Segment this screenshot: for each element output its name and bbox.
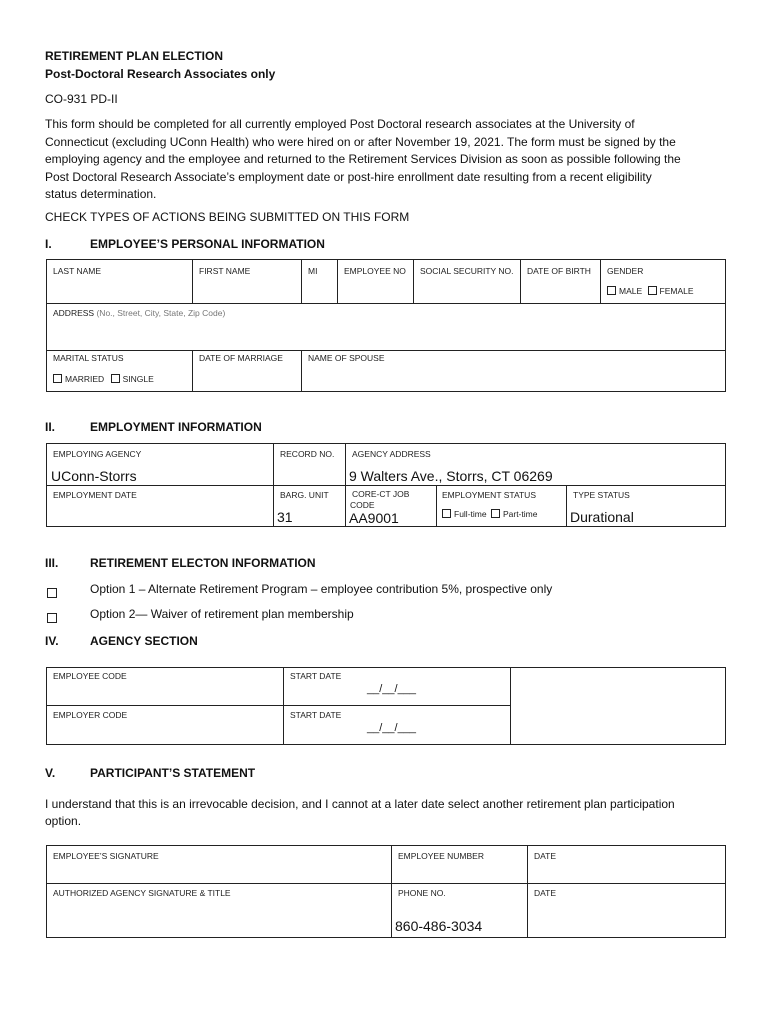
gender-options [607,286,694,296]
col-divider [192,350,193,392]
section-number: III. [45,556,59,570]
address-hint: (No., Street, City, State, Zip Code) [96,308,226,318]
core-ct-label-line: CORE-CT JOB [352,489,410,499]
date-field[interactable]: DATE [534,851,557,861]
option1-label: Option 1 – Alternate Retirement Program – employee contribution 5%, prospective only [90,582,553,596]
employer-code-field[interactable]: EMPLOYER CODE [53,710,128,720]
row-divider [46,303,726,304]
married-checkbox[interactable] [53,374,62,383]
authorized-signature-field[interactable]: AUTHORIZED AGENCY SIGNATURE & TITLE [53,888,231,898]
core-ct-label [352,489,409,511]
core-ct-value[interactable]: AA9001 [349,510,399,526]
full-time-label: Full-time [454,509,487,519]
date-of-marriage-field[interactable]: DATE OF MARRIAGE [199,353,283,363]
record-no-field[interactable]: RECORD NO. [280,449,335,459]
col-divider [337,259,338,303]
form-subtitle: Post-Doctoral Research Associates only [45,67,276,81]
col-divider [413,259,414,303]
option2-checkbox[interactable] [47,610,57,628]
first-name-field[interactable]: FIRST NAME [199,266,251,276]
col-divider [273,443,274,527]
intro-line: status determination. [45,187,157,201]
section-title: PARTICIPANT’S STATEMENT [90,766,256,780]
date-field[interactable]: DATE [534,888,557,898]
start-date-label: START DATE [290,710,342,720]
col-divider [520,259,521,303]
start-date-input[interactable]: __/__/___ [367,722,416,734]
mi-field[interactable]: MI [308,266,318,276]
col-divider [510,667,511,745]
row-divider [46,705,510,706]
option2-label: Option 2— Waiver of retirement plan membership [90,607,354,621]
intro-line: Connecticut (excluding UConn Health) who were hired on or after November 19, 2021. The form must be signed by the [45,134,676,149]
intro-line: This form should be completed for all currently employed Post Doctoral research associates at the University of [45,117,635,131]
name-of-spouse-field[interactable]: NAME OF SPOUSE [308,353,385,363]
col-divider [301,259,302,303]
row-divider [46,350,726,351]
employee-code-field[interactable]: EMPLOYEE CODE [53,671,127,681]
col-divider [283,667,284,745]
personal-info-table [46,259,726,392]
address-field[interactable] [53,308,225,318]
employee-signature-field[interactable]: EMPLOYEE’S SIGNATURE [53,851,159,861]
option1-checkbox[interactable] [47,585,57,603]
section-title: EMPLOYEE’S PERSONAL INFORMATION [90,237,325,251]
form-code: CO-931 PD-II [45,92,118,106]
form-title: RETIREMENT PLAN ELECTION [45,49,224,63]
col-divider [301,350,302,392]
type-status-value[interactable]: Durational [570,509,634,525]
employment-status-options [442,509,537,519]
marital-options [53,374,154,384]
start-date-label: START DATE [290,671,342,681]
employee-number-field[interactable]: EMPLOYEE NUMBER [398,851,484,861]
row-divider [46,883,726,884]
female-checkbox[interactable] [648,286,657,295]
barg-unit-value[interactable]: 31 [277,509,293,525]
dob-field[interactable]: DATE OF BIRTH [527,266,591,276]
female-label: FEMALE [659,286,694,296]
type-status-label: TYPE STATUS [573,490,630,500]
employment-date-field[interactable]: EMPLOYMENT DATE [53,490,137,500]
col-divider [345,443,346,527]
address-label: ADDRESS [53,308,95,318]
col-divider [192,259,193,303]
employee-no-field[interactable]: EMPLOYEE NO [344,266,406,276]
statement-line: option. [45,814,82,828]
check-types-heading: CHECK TYPES OF ACTIONS BEING SUBMITTED ON THIS FORM [45,210,410,224]
section-title: EMPLOYMENT INFORMATION [90,420,262,434]
start-date-input[interactable]: __/__/___ [367,683,416,695]
ssn-field[interactable]: SOCIAL SECURITY NO. [420,266,514,276]
section-number: IV. [45,634,59,648]
employing-agency-label: EMPLOYING AGENCY [53,449,142,459]
col-divider [566,485,567,527]
row-divider [46,485,726,486]
agency-address-label: AGENCY ADDRESS [352,449,431,459]
section-number: V. [45,766,56,780]
col-divider [600,259,601,303]
core-ct-label-line: CODE [350,500,375,510]
intro-line: employing agency and the employee and returned to the Retirement Services Division as soon as possible following the [45,152,681,166]
single-label: SINGLE [122,374,154,384]
married-label: MARRIED [65,374,105,384]
section-number: II. [45,420,56,434]
phone-no-value[interactable]: 860-486-3034 [395,918,483,934]
col-divider [391,845,392,938]
col-divider [436,485,437,527]
male-label: MALE [619,286,643,296]
section-number: I. [45,237,52,251]
employment-status-label: EMPLOYMENT STATUS [442,490,536,500]
intro-paragraph [45,116,735,204]
section-title: AGENCY SECTION [90,634,198,648]
marital-status-label: MARITAL STATUS [53,353,124,363]
last-name-field[interactable]: LAST NAME [53,266,102,276]
part-time-label: Part-time [502,509,538,519]
male-checkbox[interactable] [607,286,616,295]
phone-no-label: PHONE NO. [398,888,446,898]
full-time-checkbox[interactable] [442,509,451,518]
col-divider [527,845,528,938]
single-checkbox[interactable] [111,374,120,383]
barg-unit-label: BARG. UNIT [280,490,329,500]
section-title: RETIREMENT ELECTON INFORMATION [90,556,316,570]
statement-line: I understand that this is an irrevocable decision, and I cannot at a later date select another retirement plan participation [45,797,675,811]
employing-agency-value[interactable]: UConn-Storrs [51,468,137,484]
intro-line: Post Doctoral Research Associate’s employment date or post-hire enrollment date resulting from a recent eligibility [45,169,652,184]
part-time-checkbox[interactable] [491,509,500,518]
gender-label: GENDER [607,266,644,276]
agency-address-value[interactable]: 9 Walters Ave., Storrs, CT 06269 [349,468,553,484]
